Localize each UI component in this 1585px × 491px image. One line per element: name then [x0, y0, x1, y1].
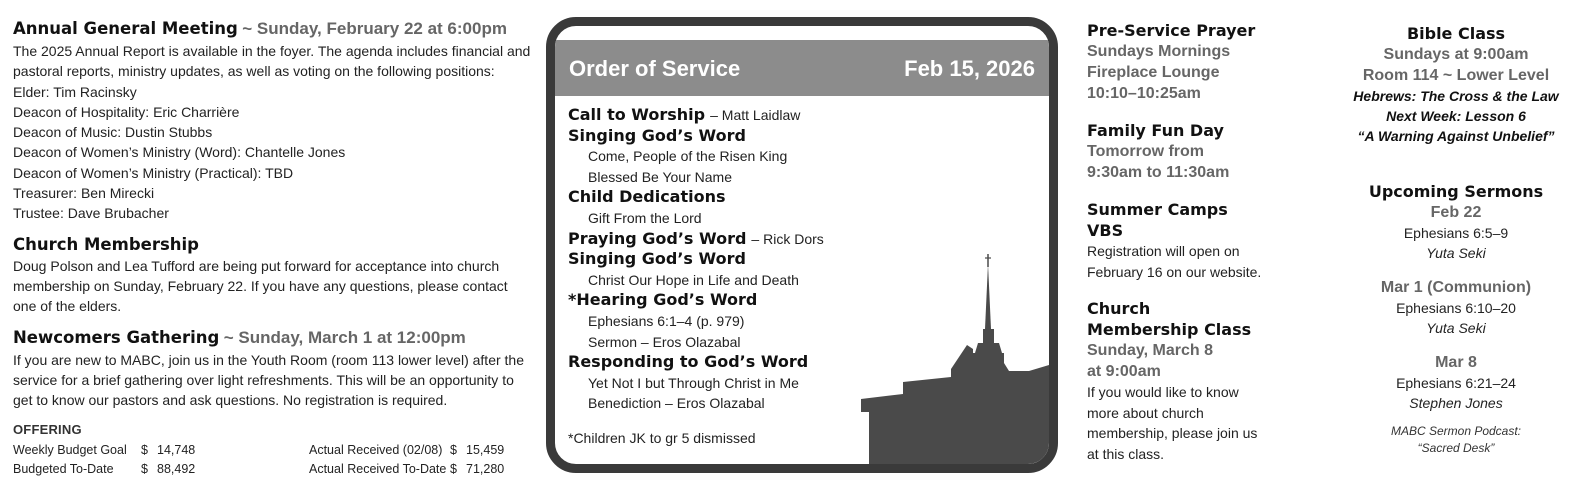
service-subitem: Christ Our Hope in Life and Death	[588, 271, 799, 288]
announcement-title: Membership Class	[1087, 320, 1252, 339]
podcast-label: MABC Sermon Podcast:	[1390, 424, 1522, 438]
announcement-time: Tomorrow from	[1087, 143, 1205, 160]
sermon-speaker: Yuta Seki	[1426, 320, 1486, 336]
announcement-title: Family Fun Day	[1087, 121, 1224, 140]
service-heading: Singing God’s Word	[568, 125, 746, 145]
sermon-entry	[1350, 202, 1562, 263]
service-heading: Singing God’s Word	[568, 249, 746, 269]
announcement	[1087, 298, 1287, 464]
announcement	[1087, 20, 1287, 104]
service-item	[568, 352, 1038, 373]
announcement-title: Summer Camps	[1087, 200, 1228, 219]
sermon-entry	[1350, 352, 1562, 413]
announcement-time: 9:30am to 11:30am	[1087, 164, 1230, 181]
agm-position: Elder: Tim Racinsky	[13, 83, 137, 100]
offering-cell: 15,459	[466, 442, 505, 457]
newcomers-title: Newcomers Gathering	[13, 327, 220, 347]
service-item	[568, 229, 1038, 250]
order-of-service-header	[555, 40, 1049, 96]
bible-class-title: Bible Class	[1406, 24, 1506, 43]
service-subitem: Yet Not I but Through Christ in Me	[588, 374, 799, 391]
offering-title: OFFERING	[13, 422, 82, 438]
service-subitem: Ephesians 6:1–4 (p. 979)	[588, 312, 745, 329]
order-of-service-note: *Children JK to gr 5 dismissed	[568, 430, 756, 446]
announcement-time: Sundays Mornings	[1087, 43, 1231, 60]
agm-when: ~ Sunday, February 22 at 6:00pm	[242, 19, 507, 38]
agm-section	[13, 18, 533, 224]
sermon-date: Mar 1 (Communion)	[1380, 279, 1532, 296]
newcomers-text: If you are new to MABC, join us in the Youth Room (room 113 lower level) after the service for a brief gathering over light refreshments. This will be an opportunity to get to know our pastors and ask questions. No registration is required.	[13, 351, 524, 409]
service-heading: Child Dedications	[568, 187, 726, 207]
offering-cell: $	[141, 461, 148, 476]
service-heading: Responding to God’s Word	[568, 352, 809, 372]
service-heading: Call to Worship	[568, 105, 706, 124]
announcements-column	[1087, 20, 1287, 480]
service-subitem: Benediction – Eros Olazabal	[588, 395, 765, 412]
offering-section	[13, 422, 533, 478]
agm-intro: The 2025 Annual Report is available in the foyer. The agenda includes financial and pastoral reports, ministry updates, as well as voting on the following positions:	[13, 43, 531, 80]
sermon-passage: Ephesians 6:21–24	[1396, 375, 1516, 391]
membership-title: Church Membership	[13, 234, 199, 254]
sermon-date: Feb 22	[1430, 204, 1482, 221]
offering-cell: 14,748	[157, 442, 196, 457]
order-of-service-date: Feb 15, 2026	[904, 56, 1035, 81]
announcement-time: 10:10–10:25am	[1087, 85, 1201, 102]
bible-class-next: Next Week: Lesson 6	[1386, 108, 1526, 124]
offering-table	[13, 440, 504, 478]
offering-cell: $	[141, 442, 148, 457]
agm-title: Annual General Meeting	[13, 19, 238, 38]
service-leader: – Rick Dors	[751, 230, 824, 247]
sermon-entry	[1350, 277, 1562, 338]
membership-section	[13, 234, 533, 317]
offering-cell: Actual Received To-Date	[309, 461, 447, 476]
agm-position: Trustee: Dave Brubacher	[13, 205, 169, 222]
announcement-time: Sunday, March 8	[1087, 342, 1213, 359]
bible-class-lesson: “A Warning Against Unbelief”	[1357, 128, 1555, 144]
sermon-passage: Ephesians 6:5–9	[1403, 225, 1509, 241]
agm-position: Deacon of Women’s Ministry (Practical): TBD	[13, 164, 294, 181]
announcement-text: February 16 on our website.	[1087, 263, 1262, 280]
service-subitem: Blessed Be Your Name	[588, 168, 732, 185]
newcomers-section	[13, 327, 533, 411]
sermons-title: Upcoming Sermons	[1368, 182, 1544, 201]
agm-positions	[13, 82, 533, 224]
announcement-time: Fireplace Lounge	[1087, 64, 1220, 81]
sermon-list	[1350, 202, 1562, 413]
announcement-text: membership, please join us	[1087, 425, 1258, 441]
service-heading: *Hearing God’s Word	[568, 290, 758, 310]
right-column	[1350, 23, 1562, 457]
service-item	[568, 187, 1038, 208]
offering-cell: $	[450, 442, 457, 457]
service-item	[568, 126, 1038, 147]
announcement-text: more about church	[1087, 404, 1204, 421]
sermons-section	[1350, 181, 1562, 457]
service-leader: – Matt Laidlaw	[710, 107, 801, 123]
agm-position: Deacon of Music: Dustin Stubbs	[13, 124, 213, 141]
offering-cell: 88,492	[157, 461, 196, 476]
offering-cell: Weekly Budget Goal	[13, 442, 127, 457]
left-column	[13, 18, 533, 478]
announcement-time: at 9:00am	[1087, 363, 1161, 380]
bible-class-section	[1350, 23, 1562, 146]
announcement-text: If you would like to know	[1087, 384, 1239, 400]
announcement-text: Registration will open on	[1087, 243, 1240, 259]
order-of-service-card	[546, 17, 1058, 473]
service-item	[568, 249, 1038, 270]
sermon-date: Mar 8	[1435, 354, 1477, 371]
announcement	[1087, 199, 1287, 282]
offering-row	[13, 440, 504, 459]
sermon-speaker: Yuta Seki	[1426, 245, 1486, 261]
newcomers-when: ~ Sunday, March 1 at 12:00pm	[223, 327, 466, 347]
service-subitem: Gift From the Lord	[588, 209, 702, 226]
podcast-name: “Sacred Desk”	[1417, 441, 1495, 455]
agm-position: Treasurer: Ben Mirecki	[13, 185, 155, 202]
announcement-title: Pre-Service Prayer	[1087, 21, 1256, 40]
offering-row	[13, 459, 504, 478]
service-subitem: Come, People of the Risen King	[588, 148, 788, 165]
announcement-text: at this class.	[1087, 445, 1165, 462]
service-heading: Praying God’s Word	[568, 228, 747, 248]
announcement-title: VBS	[1087, 221, 1124, 240]
service-subitem: Sermon – Eros Olazabal	[588, 333, 741, 350]
offering-cell: Actual Received (02/08)	[309, 442, 443, 457]
order-of-service-title: Order of Service	[569, 56, 741, 81]
bible-class-room: Room 114 ~ Lower Level	[1362, 67, 1550, 84]
order-of-service-list	[568, 105, 1038, 414]
bible-class-time: Sundays at 9:00am	[1383, 46, 1529, 63]
offering-cell: Budgeted To-Date	[13, 461, 114, 476]
agm-position: Deacon of Women’s Ministry (Word): Chantelle Jones	[13, 144, 346, 161]
sermon-speaker: Stephen Jones	[1409, 395, 1503, 411]
announcement-title: Church	[1087, 299, 1151, 318]
announcement	[1087, 120, 1287, 183]
offering-cell: $	[450, 461, 457, 476]
service-item	[568, 105, 1038, 126]
membership-text: Doug Polson and Lea Tufford are being put forward for acceptance into church membership on Sunday, February 22. If you have any questions, please contact one of the elders.	[13, 257, 508, 315]
service-item	[568, 290, 1038, 311]
bible-class-series: Hebrews: The Cross & the Law	[1353, 88, 1559, 104]
offering-cell: 71,280	[466, 461, 505, 476]
sermon-passage: Ephesians 6:10–20	[1396, 300, 1516, 316]
agm-position: Deacon of Hospitality: Eric Charrière	[13, 103, 240, 120]
